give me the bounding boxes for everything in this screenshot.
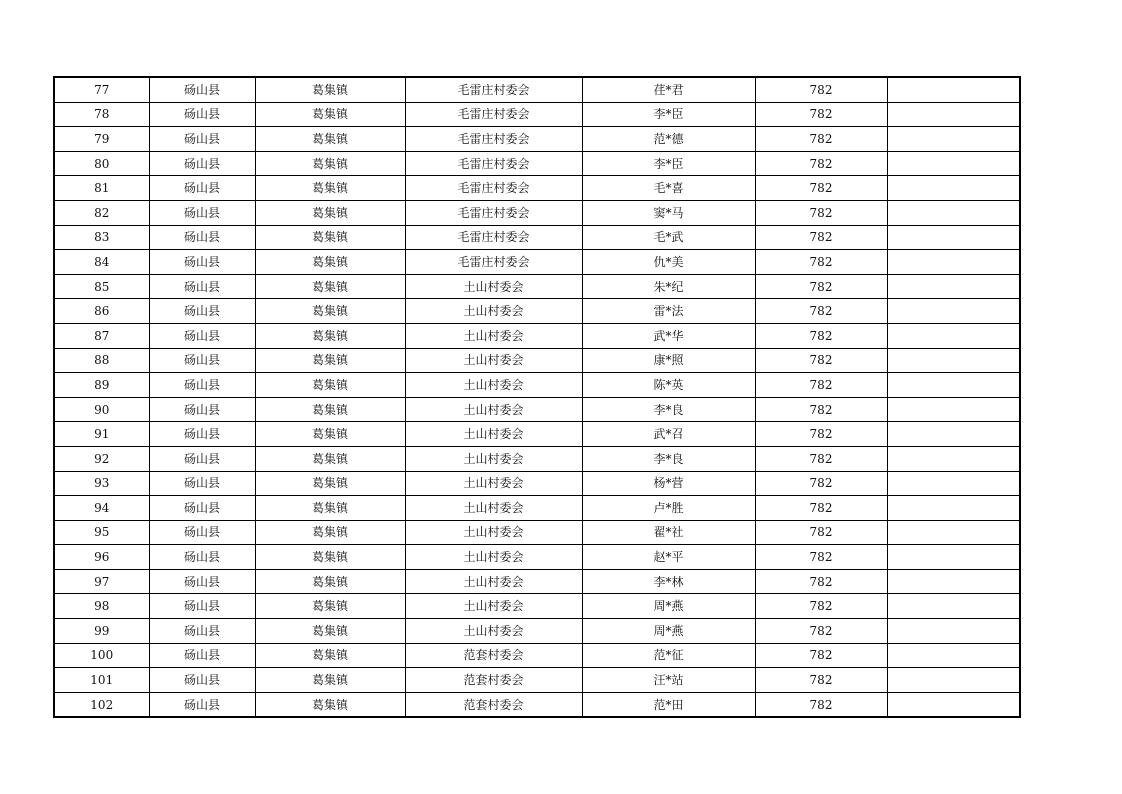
cell-town: 葛集镇 — [255, 520, 405, 545]
cell-name: 仇*美 — [582, 250, 755, 275]
cell-remark — [887, 496, 1020, 521]
cell-village: 土山村委会 — [405, 594, 582, 619]
cell-index: 86 — [54, 299, 149, 324]
document-page — [53, 76, 1021, 718]
cell-village: 毛雷庄村委会 — [405, 77, 582, 102]
cell-name: 范*田 — [582, 692, 755, 717]
cell-county: 砀山县 — [149, 446, 255, 471]
cell-village: 土山村委会 — [405, 299, 582, 324]
cell-remark — [887, 77, 1020, 102]
cell-village: 土山村委会 — [405, 545, 582, 570]
table-row — [54, 274, 1020, 299]
cell-town: 葛集镇 — [255, 496, 405, 521]
cell-name: 朱*纪 — [582, 274, 755, 299]
cell-village: 范套村委会 — [405, 692, 582, 717]
cell-remark — [887, 323, 1020, 348]
cell-town: 葛集镇 — [255, 102, 405, 127]
cell-name: 李*林 — [582, 569, 755, 594]
cell-name: 卢*胜 — [582, 496, 755, 521]
cell-amount: 782 — [755, 176, 887, 201]
cell-county: 砀山县 — [149, 496, 255, 521]
cell-county: 砀山县 — [149, 594, 255, 619]
cell-county: 砀山县 — [149, 274, 255, 299]
cell-amount: 782 — [755, 77, 887, 102]
cell-village: 土山村委会 — [405, 569, 582, 594]
table-row — [54, 176, 1020, 201]
cell-village: 土山村委会 — [405, 471, 582, 496]
cell-amount: 782 — [755, 200, 887, 225]
table-body — [54, 77, 1020, 717]
cell-county: 砀山县 — [149, 299, 255, 324]
cell-town: 葛集镇 — [255, 422, 405, 447]
cell-remark — [887, 299, 1020, 324]
table-row — [54, 471, 1020, 496]
cell-county: 砀山县 — [149, 397, 255, 422]
cell-remark — [887, 225, 1020, 250]
cell-remark — [887, 545, 1020, 570]
cell-name: 武*华 — [582, 323, 755, 348]
cell-index: 83 — [54, 225, 149, 250]
table-row — [54, 200, 1020, 225]
cell-name: 周*燕 — [582, 594, 755, 619]
cell-remark — [887, 619, 1020, 644]
cell-county: 砀山县 — [149, 422, 255, 447]
table-row — [54, 127, 1020, 152]
cell-index: 85 — [54, 274, 149, 299]
table-row — [54, 250, 1020, 275]
cell-remark — [887, 348, 1020, 373]
cell-town: 葛集镇 — [255, 397, 405, 422]
cell-name: 范*征 — [582, 643, 755, 668]
cell-index: 92 — [54, 446, 149, 471]
cell-index: 100 — [54, 643, 149, 668]
cell-amount: 782 — [755, 520, 887, 545]
cell-name: 李*良 — [582, 397, 755, 422]
cell-town: 葛集镇 — [255, 446, 405, 471]
cell-index: 96 — [54, 545, 149, 570]
cell-county: 砀山县 — [149, 520, 255, 545]
cell-index: 89 — [54, 373, 149, 398]
cell-village: 毛雷庄村委会 — [405, 102, 582, 127]
cell-town: 葛集镇 — [255, 274, 405, 299]
cell-amount: 782 — [755, 569, 887, 594]
cell-county: 砀山县 — [149, 569, 255, 594]
cell-town: 葛集镇 — [255, 200, 405, 225]
cell-village: 土山村委会 — [405, 446, 582, 471]
cell-amount: 782 — [755, 127, 887, 152]
cell-remark — [887, 250, 1020, 275]
cell-town: 葛集镇 — [255, 127, 405, 152]
cell-index: 93 — [54, 471, 149, 496]
cell-town: 葛集镇 — [255, 348, 405, 373]
cell-village: 毛雷庄村委会 — [405, 127, 582, 152]
cell-name: 汪*站 — [582, 668, 755, 693]
cell-town: 葛集镇 — [255, 619, 405, 644]
cell-town: 葛集镇 — [255, 692, 405, 717]
cell-county: 砀山县 — [149, 77, 255, 102]
cell-county: 砀山县 — [149, 471, 255, 496]
cell-amount: 782 — [755, 619, 887, 644]
cell-index: 88 — [54, 348, 149, 373]
cell-amount: 782 — [755, 274, 887, 299]
cell-remark — [887, 692, 1020, 717]
cell-amount: 782 — [755, 422, 887, 447]
cell-village: 土山村委会 — [405, 520, 582, 545]
cell-county: 砀山县 — [149, 200, 255, 225]
cell-village: 毛雷庄村委会 — [405, 176, 582, 201]
cell-amount: 782 — [755, 225, 887, 250]
cell-name: 武*召 — [582, 422, 755, 447]
table-row — [54, 151, 1020, 176]
cell-name: 窦*马 — [582, 200, 755, 225]
cell-remark — [887, 200, 1020, 225]
cell-village: 毛雷庄村委会 — [405, 200, 582, 225]
cell-county: 砀山县 — [149, 348, 255, 373]
cell-name: 陈*英 — [582, 373, 755, 398]
table-row — [54, 520, 1020, 545]
cell-amount: 782 — [755, 323, 887, 348]
cell-county: 砀山县 — [149, 373, 255, 398]
cell-remark — [887, 422, 1020, 447]
cell-town: 葛集镇 — [255, 151, 405, 176]
cell-county: 砀山县 — [149, 545, 255, 570]
cell-name: 康*照 — [582, 348, 755, 373]
table-row — [54, 102, 1020, 127]
cell-amount: 782 — [755, 668, 887, 693]
cell-town: 葛集镇 — [255, 545, 405, 570]
cell-town: 葛集镇 — [255, 594, 405, 619]
table-row — [54, 446, 1020, 471]
cell-remark — [887, 373, 1020, 398]
table-row — [54, 545, 1020, 570]
cell-remark — [887, 594, 1020, 619]
cell-county: 砀山县 — [149, 102, 255, 127]
cell-index: 78 — [54, 102, 149, 127]
cell-county: 砀山县 — [149, 176, 255, 201]
cell-county: 砀山县 — [149, 151, 255, 176]
cell-remark — [887, 176, 1020, 201]
cell-amount: 782 — [755, 102, 887, 127]
cell-town: 葛集镇 — [255, 569, 405, 594]
cell-amount: 782 — [755, 692, 887, 717]
table-row — [54, 569, 1020, 594]
cell-remark — [887, 127, 1020, 152]
cell-town: 葛集镇 — [255, 323, 405, 348]
table-row — [54, 373, 1020, 398]
cell-index: 79 — [54, 127, 149, 152]
cell-index: 81 — [54, 176, 149, 201]
cell-amount: 782 — [755, 643, 887, 668]
cell-index: 97 — [54, 569, 149, 594]
cell-index: 95 — [54, 520, 149, 545]
cell-amount: 782 — [755, 151, 887, 176]
cell-name: 李*臣 — [582, 102, 755, 127]
cell-remark — [887, 274, 1020, 299]
cell-town: 葛集镇 — [255, 668, 405, 693]
cell-amount: 782 — [755, 250, 887, 275]
cell-town: 葛集镇 — [255, 643, 405, 668]
table-row — [54, 225, 1020, 250]
cell-amount: 782 — [755, 594, 887, 619]
table-row — [54, 594, 1020, 619]
cell-village: 毛雷庄村委会 — [405, 151, 582, 176]
cell-village: 土山村委会 — [405, 323, 582, 348]
cell-village: 范套村委会 — [405, 643, 582, 668]
cell-village: 土山村委会 — [405, 348, 582, 373]
cell-remark — [887, 446, 1020, 471]
cell-index: 98 — [54, 594, 149, 619]
cell-amount: 782 — [755, 397, 887, 422]
cell-village: 毛雷庄村委会 — [405, 225, 582, 250]
cell-name: 杨*营 — [582, 471, 755, 496]
cell-amount: 782 — [755, 471, 887, 496]
cell-index: 99 — [54, 619, 149, 644]
table-row — [54, 422, 1020, 447]
cell-county: 砀山县 — [149, 225, 255, 250]
cell-county: 砀山县 — [149, 619, 255, 644]
cell-index: 87 — [54, 323, 149, 348]
cell-remark — [887, 668, 1020, 693]
cell-village: 土山村委会 — [405, 619, 582, 644]
cell-index: 102 — [54, 692, 149, 717]
cell-town: 葛集镇 — [255, 250, 405, 275]
table-row — [54, 619, 1020, 644]
cell-index: 77 — [54, 77, 149, 102]
table-row — [54, 348, 1020, 373]
cell-village: 土山村委会 — [405, 397, 582, 422]
cell-village: 范套村委会 — [405, 668, 582, 693]
cell-name: 毛*喜 — [582, 176, 755, 201]
cell-remark — [887, 151, 1020, 176]
cell-county: 砀山县 — [149, 323, 255, 348]
cell-town: 葛集镇 — [255, 176, 405, 201]
cell-amount: 782 — [755, 348, 887, 373]
cell-town: 葛集镇 — [255, 225, 405, 250]
cell-index: 94 — [54, 496, 149, 521]
table-row — [54, 643, 1020, 668]
cell-remark — [887, 471, 1020, 496]
table-row — [54, 668, 1020, 693]
cell-remark — [887, 397, 1020, 422]
cell-town: 葛集镇 — [255, 471, 405, 496]
cell-name: 周*燕 — [582, 619, 755, 644]
cell-name: 雷*法 — [582, 299, 755, 324]
cell-name: 荏*君 — [582, 77, 755, 102]
cell-remark — [887, 569, 1020, 594]
cell-remark — [887, 643, 1020, 668]
cell-name: 李*良 — [582, 446, 755, 471]
cell-amount: 782 — [755, 299, 887, 324]
cell-index: 101 — [54, 668, 149, 693]
table-row — [54, 323, 1020, 348]
cell-county: 砀山县 — [149, 250, 255, 275]
cell-town: 葛集镇 — [255, 77, 405, 102]
cell-county: 砀山县 — [149, 127, 255, 152]
cell-index: 90 — [54, 397, 149, 422]
cell-remark — [887, 102, 1020, 127]
cell-amount: 782 — [755, 545, 887, 570]
cell-index: 82 — [54, 200, 149, 225]
cell-remark — [887, 520, 1020, 545]
table-row — [54, 77, 1020, 102]
cell-name: 李*臣 — [582, 151, 755, 176]
table-row — [54, 397, 1020, 422]
cell-name: 范*德 — [582, 127, 755, 152]
cell-name: 毛*武 — [582, 225, 755, 250]
table-row — [54, 692, 1020, 717]
cell-name: 翟*社 — [582, 520, 755, 545]
cell-county: 砀山县 — [149, 643, 255, 668]
cell-county: 砀山县 — [149, 668, 255, 693]
cell-amount: 782 — [755, 373, 887, 398]
cell-village: 土山村委会 — [405, 373, 582, 398]
cell-village: 土山村委会 — [405, 422, 582, 447]
cell-county: 砀山县 — [149, 692, 255, 717]
cell-village: 毛雷庄村委会 — [405, 250, 582, 275]
cell-town: 葛集镇 — [255, 373, 405, 398]
cell-name: 赵*平 — [582, 545, 755, 570]
cell-index: 80 — [54, 151, 149, 176]
cell-town: 葛集镇 — [255, 299, 405, 324]
cell-village: 土山村委会 — [405, 496, 582, 521]
cell-index: 91 — [54, 422, 149, 447]
cell-village: 土山村委会 — [405, 274, 582, 299]
cell-index: 84 — [54, 250, 149, 275]
data-table — [53, 76, 1021, 718]
cell-amount: 782 — [755, 496, 887, 521]
cell-amount: 782 — [755, 446, 887, 471]
table-row — [54, 299, 1020, 324]
table-row — [54, 496, 1020, 521]
